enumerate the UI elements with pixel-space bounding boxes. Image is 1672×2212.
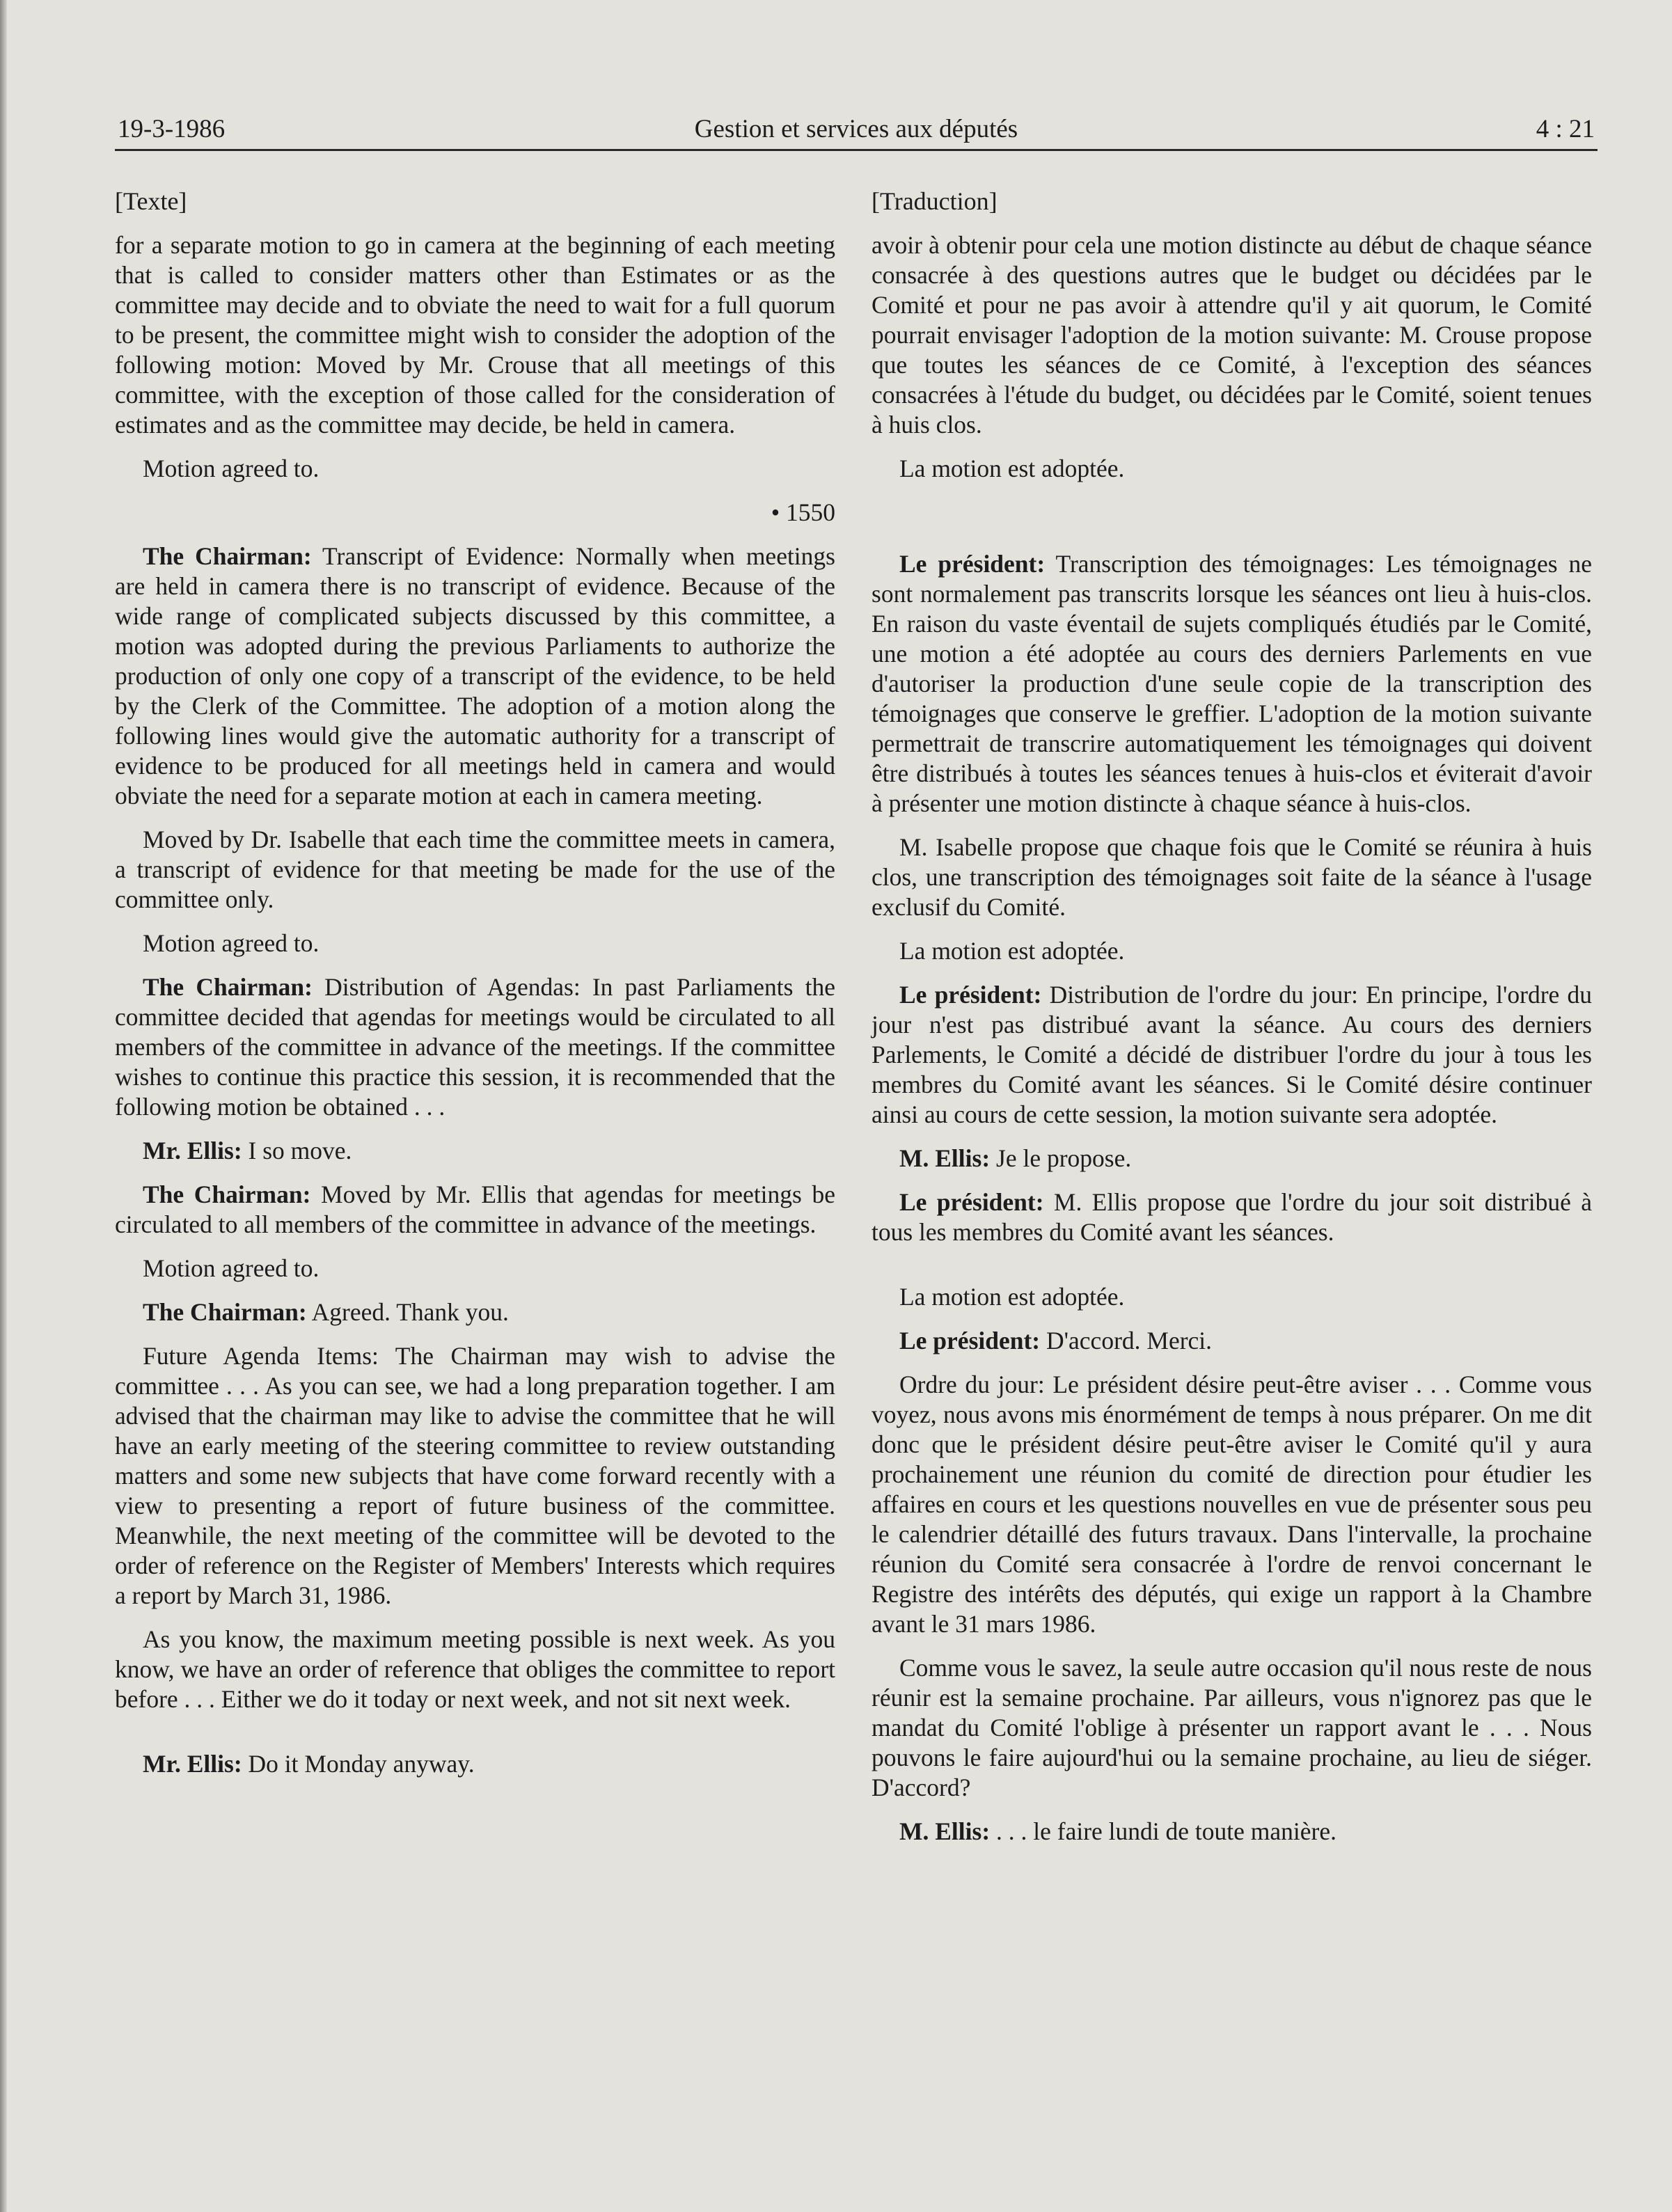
speaker-paragraph [872,1817,1592,1847]
motion-result: La motion est adoptée. [899,455,1125,482]
header-page-number: 4 : 21 [1536,115,1595,143]
speech-text: Transcript of Evidence: Normally when meetings are held in camera there is no transcript of evidence. Because of the wide range of complicated subjects discussed by this committee, a motion was adopted during the previous Parliaments to authorize the production of only one copy of a transcript of the evidence, to be held by the Clerk of the Committee. The adoption of a motion along the following lines would give the automatic authority for a transcript of evidence to be produced for all meetings held in camera and would obviate the need for a separate motion at each in camera meeting. [115,542,835,809]
motion-result: La motion est adoptée. [899,937,1125,965]
speaker-name: Mr. Ellis: [143,1137,242,1164]
speaker-paragraph [115,1136,835,1166]
binding-edge [0,0,7,2212]
speaker-paragraph [872,1187,1592,1247]
motion-result: Motion agreed to. [143,455,320,482]
speaker-paragraph [872,549,1592,819]
speech-text: Distribution de l'ordre du jour: En principe, l'ordre du jour n'est pas distribué avant la séance. Au cours des derniers Parlements, le Comité a décidé de distribuer l'ordre du jour à tous les membres du Comité avant les séances. Si le Comité désire continuer ainsi au cours de cette session, la motion suivante sera adoptée. [872,981,1592,1128]
speaker-name: Le président: [899,981,1042,1009]
paragraph: avoir à obtenir pour cela une motion distincte au début de chaque séance consacrée à des questions autres que le budget ou décidées par le Comité et pour ne pas avoir à attendre qu'il y ait quorum, le Comité pourrait envisager l'adoption de la motion suivante: M. Crouse propose que toutes les séances de ce Comité, à l'exception des séances consacrées à l'étude du budget, ou décidées par le Comité, soient tenues à huis clos. [872,231,1592,439]
french-column [872,187,1592,1861]
speech-text: Je le propose. [990,1144,1132,1172]
speech-text: Transcription des témoignages: Les témoignages ne sont normalement pas transcrits lorsque les séances ont lieu à huis-clos. En raison du vaste éventail de sujets compliqués étudiés par le Comité, une motion a été adoptée au cours des derniers Parlements en vue d'autoriser la production d'une seule copie de la transcription des témoignages que conserve le greffier. L'adoption de la motion suivante permettrait de transcrire automatiquement les témoignages qui doivent être distribués à toutes les séances tenues à huis-clos et éviterait d'avoir à présenter une motion distincte à chaque séance à huis-clos. [872,550,1592,817]
speaker-paragraph [115,1180,835,1240]
motion-result: Motion agreed to. [143,929,320,957]
header-title: Gestion et services aux députés [694,115,1018,143]
speaker-paragraph [872,1144,1592,1174]
page-header [115,111,1598,151]
speech-text: Moved by Mr. Ellis that agendas for meetings be circulated to all members of the committee in advance of the meetings. [115,1180,835,1238]
speaker-name: Mr. Ellis: [143,1750,242,1778]
paragraph: Ordre du jour: Le président désire peut-être aviser . . . Comme vous voyez, nous avons mis énormément de temps à nous préparer. On me dit donc que le président désire peut-être aviser le Comité qu'il y aura prochainement une réunion du comité de direction pour étudier les affaires en cours et les questions nouvelles en vue de présenter sous peu le calendrier détaillé des futurs travaux. Dans l'intervalle, la prochaine réunion du Comité sera consacrée à l'ordre de renvoi concernant le Registre des intérêts des députés, qui exige un rapport à la Chambre avant le 31 mars 1986. [872,1370,1592,1638]
paragraph: As you know, the maximum meeting possible is next week. As you know, we have an order of reference that obliges the committee to report before . . . Either we do it today or next week, and not sit next week. [115,1625,835,1713]
speaker-paragraph [872,980,1592,1130]
speaker-paragraph [115,542,835,811]
speaker-name: M. Ellis: [899,1144,991,1172]
speech-text: I so move. [242,1137,352,1164]
speech-text: D'accord. Merci. [1040,1327,1213,1354]
speaker-name: The Chairman: [143,1180,311,1208]
text-tag: [Texte] [115,187,187,215]
speech-text: M. Ellis propose que l'ordre du jour soit distribué à tous les membres du Comité avant les séances. [872,1188,1592,1246]
paragraph: Comme vous le savez, la seule autre occasion qu'il nous reste de nous réunir est la semaine prochaine. Par ailleurs, vous n'ignorez pas que le mandat du Comité l'oblige à présenter un rapport avant le . . . Nous pouvons le faire aujourd'hui ou la semaine prochaine, au lieu de siéger. D'accord? [872,1654,1592,1801]
translation-tag: [Traduction] [872,187,997,215]
speaker-name: Le président: [899,1188,1044,1216]
speech-text: Do it Monday anyway. [242,1750,475,1778]
speaker-name: The Chairman: [143,542,312,570]
speaker-name: The Chairman: [143,973,313,1001]
paragraph: Moved by Dr. Isabelle that each time the committee meets in camera, a transcript of evidence for that meeting be made for the use of the committee only. [115,825,835,913]
header-date: 19-3-1986 [118,115,226,143]
english-column [115,187,835,1793]
speaker-name: Le président: [899,550,1046,578]
timestamp: • 1550 [771,498,835,526]
speech-text: . . . le faire lundi de toute manière. [990,1817,1336,1845]
speaker-name: M. Ellis: [899,1817,991,1845]
paragraph: Future Agenda Items: The Chairman may wish to advise the committee . . . As you can see, we had a long preparation together. I am advised that the chairman may like to advise the committee that he will have an early meeting of the steering committee to review outstanding matters and some new subjects that have come forward recently with a view to presenting a report of future business of the committee. Meanwhile, the next meeting of the committee will be devoted to the order of reference on the Register of Members' Interests which requires a report by March 31, 1986. [115,1342,835,1609]
speaker-name: The Chairman: [143,1298,307,1326]
speaker-paragraph [115,972,835,1122]
motion-result: Motion agreed to. [143,1254,320,1282]
speaker-paragraph [115,1297,835,1327]
paragraph: for a separate motion to go in camera at the beginning of each meeting that is called to consider matters other than Estimates or as the committee may decide and to obviate the need to wait for a full quorum to be present, the committee might wish to consider the adoption of the following motion: Moved by Mr. Crouse that all meetings of this committee, with the exception of those called for the consideration of estimates and as the committee may decide, be held in camera. [115,231,835,439]
speaker-name: Le président: [899,1327,1041,1354]
speech-text: Agreed. Thank you. [306,1298,509,1326]
speaker-paragraph [872,1326,1592,1356]
speech-text: Distribution of Agendas: In past Parliaments the committee decided that agendas for meetings would be circulated to all members of the committee in advance of the meetings. If the committee wishes to continue this practice this session, it is recommended that the following motion be obtained . . . [115,973,835,1121]
paragraph: M. Isabelle propose que chaque fois que le Comité se réunira à huis clos, une transcription des témoignages soit faite de la séance à l'usage exclusif du Comité. [872,833,1592,921]
speaker-paragraph [115,1749,835,1779]
motion-result: La motion est adoptée. [899,1283,1125,1311]
